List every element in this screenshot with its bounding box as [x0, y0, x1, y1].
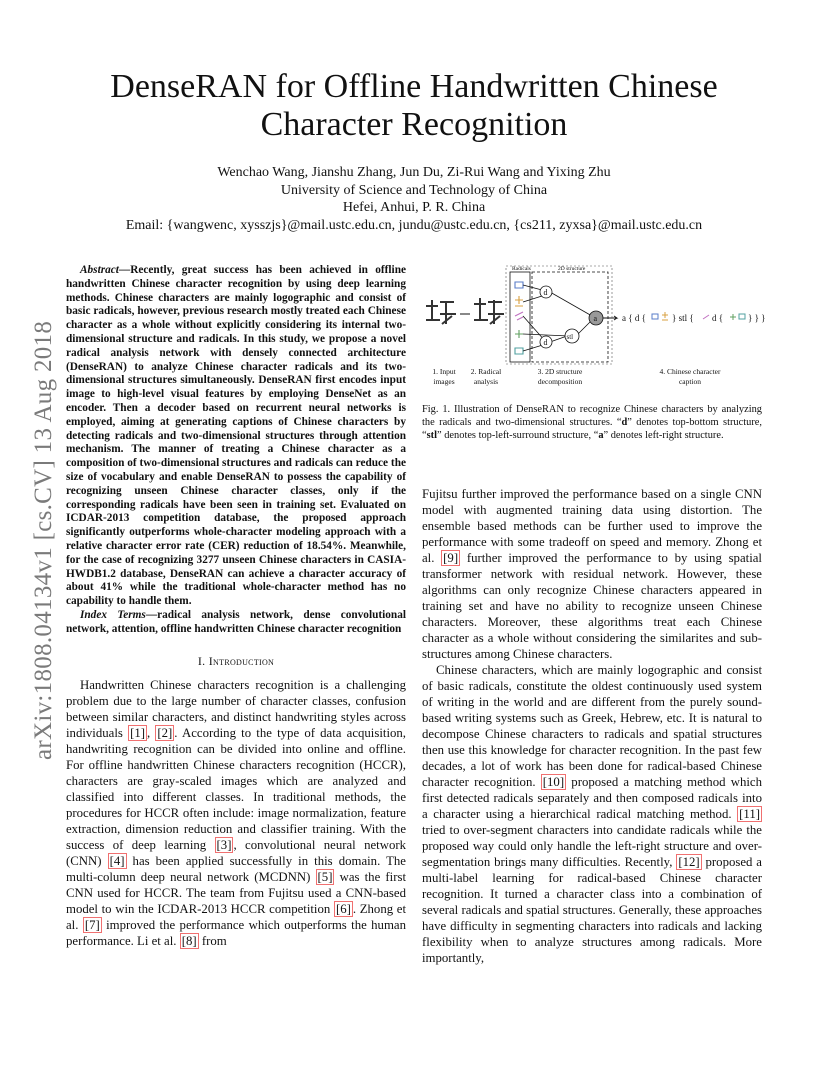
caption-radical-glyph [730, 314, 745, 320]
stage-label: analysis [473, 377, 499, 386]
text-run: ” denotes top-left-surround structure, “ [437, 429, 599, 441]
node-a-label: a [593, 314, 598, 323]
arxiv-identifier[interactable]: arXiv:1808.04134v1 [cs.CV] 13 Aug 2018 [30, 320, 57, 760]
node-stl-label: stl [566, 333, 574, 341]
caption-term: d [621, 416, 628, 428]
stage-label: 3. 2D structure [537, 367, 583, 376]
citation-link[interactable]: [3] [216, 837, 232, 852]
input-image-glyph [474, 298, 504, 324]
input-image-glyph [426, 300, 456, 324]
figure-caption [422, 404, 762, 442]
caption-radical-glyph [652, 312, 668, 320]
caption-term: stl [426, 429, 438, 441]
caption-sequence-part: d { [712, 313, 724, 323]
citation-link[interactable]: [5] [317, 869, 333, 884]
index-terms-lead: Index Terms [80, 608, 146, 621]
caption-sequence-part: a { d { [622, 313, 646, 323]
text-run: further improved the performance to by using spatial transformer network with residual network. However, these algorithms can only recognize Chinese characters appeared in training set and have no ability to recognize unseen Chinese characters. Moreover, these algorithms treat each Chinese character as a whole without considering the similarites and sub-structures among Chinese characters. [422, 551, 762, 661]
stage-label: 1. Input [432, 367, 456, 376]
citation-link[interactable]: [1] [130, 725, 145, 740]
arrow-icon [603, 316, 617, 320]
text-run: from [198, 933, 227, 948]
email-line[interactable]: Email: {wangwenc, xysszjs}@mail.ustc.edu.cn, jundu@ustc.edu.cn, {cs211, zyxsa}@mail.ustc.edu.cn [125, 217, 703, 233]
caption-label: Fig. 1. [422, 404, 451, 415]
text-run: tried to over-segment characters into candidate radicals while the proposed way could only handle the left-right structure and over-segmentation brings many difficulties. Recently, [422, 823, 762, 869]
index-terms-text: —radical analysis network, dense convolutional network, attention, offline handwritten Chinese character recognition [66, 608, 406, 635]
text-run: , convolutional neural network (CNN) [66, 837, 407, 868]
text-run: ” denotes top-bottom structure, “ [422, 416, 762, 441]
node-d-bottom-label: d [543, 338, 548, 347]
radicals-label: Radicals [512, 266, 531, 272]
abstract [66, 264, 406, 609]
text-run: ” denotes left-right structure. [603, 429, 724, 441]
text-run: . Zhong et al. [66, 901, 406, 932]
abstract-text: —Recently, great success has been achieved in offline handwritten Chinese character recognition by using deep learning methods. Chinese characters are mainly logographic and consist of basic radicals, however, previous research mostly treated each Chinese character as a whole without explicitly considering its internal two-dimensional structure and radicals. In this study, we propose a novel radical analysis network with densely connected architecture (DenseRAN) to analyze Chinese character radicals and its two-dimensional structures simultaneously. DenseRAN first encodes input image to high-level visual features by employing DenseNet as an encoder. Then a decoder based on recurrent neural networks is employed, aiming at generating captions of Chinese characters by detecting radicals and two-dimensional structures through attention mechanism. The manner of treating a Chinese character as a composition of two-dimensional structures and radicals can reduce the size of vocabulary and enable DenseRAN to possess the capability of recognizing unseen Chinese character classes, only if the corresponding radicals have been seen in training set. Evaluated on ICDAR-2013 competition database, the proposed approach significantly outperforms whole-character modeling approach with a relative character error rate (CER) reduction of 18.54%. Meanwhile, for the case of recognizing 3277 unseen Chinese characters in CASIA-HWDB1.2 database, DenseRAN can achieve a character accuracy of about 41% while the traditional whole-character method has no capability to handle them. [66, 264, 406, 608]
paper-title: DenseRAN for Offline Handwritten Chinese Character Recognition [110, 68, 718, 143]
stage-label: 4. Chinese character [659, 367, 721, 376]
stage-label: decomposition [537, 377, 583, 386]
text-run: proposed a matching method which first detected radicals separately and then composed radicals into a character using a hierarchical radical matching method. [422, 775, 762, 821]
body-paragraph [422, 486, 762, 662]
text-run: Chinese characters, which are mainly logographic and consist of basic radicals, constitute the oldest continuously used system of writing in the world and are different from the purely sound-based writing systems such as Greek, Hebrew, etc. It is natural to decompose Chinese characters to radicals and spatial structures then use this knowledge for character recognition. In the past few decades, a lot of work has been done for radical-based Chinese character recognition. [422, 663, 762, 789]
author-names: Wenchao Wang, Jianshu Zhang, Jun Du, Zi-Rui Wang and Yixing Zhu [217, 165, 611, 180]
citation-link[interactable]: [11] [739, 807, 760, 821]
radical-glyph [515, 282, 523, 354]
left-column [66, 264, 406, 949]
text-run: . According to the type of data acquisition, handwriting recognition can be divided into online and offline. For offline handwritten Chinese characters recognition (HCCR), characters are gray-scaled images which are analyzed and classified into different classes. In traditional methods, the procedures for HCCR often include: image normalization, feature extraction, dimension reduction and classifier training. With the success of deep learning [66, 725, 406, 852]
figure-1-diagram [422, 262, 772, 392]
structure-label: 2D structure [558, 266, 586, 272]
abstract-lead: Abstract [80, 264, 119, 276]
stage-label: images [433, 377, 455, 386]
citation-link[interactable]: [9] [443, 551, 459, 565]
body-paragraph [422, 662, 762, 966]
citation-link[interactable]: [10] [542, 775, 565, 789]
caption-radical-glyph [703, 315, 709, 319]
citation-link[interactable]: [7] [84, 917, 100, 932]
text-run: Illustration of DenseRAN to recognize Chinese characters by analyzing the radicals and two-dimensional structures. “ [422, 404, 763, 428]
caption-term: a [598, 429, 604, 441]
citation-link[interactable]: [6] [335, 901, 351, 916]
stage-label: caption [678, 377, 702, 386]
caption-sequence-part: } } } [748, 313, 766, 323]
citation-link[interactable]: [8] [181, 933, 197, 948]
location: Hefei, Anhui, P. R. China [342, 200, 486, 215]
citation-link[interactable]: [4] [109, 853, 125, 868]
text-run: Fujitsu further improved the performance based on a single CNN model with augmented training data using distortion. The ensemble based methods can be further used to improve the performance with some tradeoff on speed and memory. Zhong et al. [422, 487, 762, 565]
text-run: has been applied successfully in this domain. The multi-column deep neural network (MCDNN) [66, 853, 406, 884]
affiliation: University of Science and Technology of China [280, 182, 548, 198]
section-heading-introduction: I. Introduction [197, 653, 275, 668]
arxiv-sidebar [26, 280, 56, 760]
caption-sequence-part: } stl { [672, 313, 694, 323]
intro-paragraph: Handwritten Chinese characters recognition is a challenging problem due to the large number of character classes, confusion between similar characters, and distinct handwriting styles across individuals [1] , [2] . According to the type of data acquisition, handwriting recognition can be divided into online and offline. For offline handwritten Chinese characters recognition (HCCR), characters are gray-scaled images which are analyzed and classified into different classes. In traditional methods, the procedures for HCCR often include: image normalization, feature extraction, dimension reduction and classifier training. With the success of deep learning [3] , convolutional neural network (CNN) [4] has been applied successfully in this domain. The multi-column deep neural network (MCDNN) [5] was the first CNN used for HCCR. The team from Fujitsu used a CNN-based model to win the ICDAR-2013 HCCR competition [6] . Zhong et al. [7] improved the performance which outperforms the human performance. Li et al. [8] from [66, 677, 407, 948]
right-column [422, 486, 762, 966]
citation-link[interactable]: [12] [678, 855, 700, 869]
tree-edges [523, 285, 592, 351]
text-run: was the first CNN used for HCCR. The team from Fujitsu used a CNN-based model to win the ICDAR-2013 HCCR competition [66, 869, 407, 916]
text-run: improved the performance which outperforms the human performance. Li et al. [66, 917, 406, 948]
index-terms [66, 609, 406, 637]
author-block [90, 164, 738, 234]
stage-label: 2. Radical [470, 367, 502, 376]
node-d-top-label: d [543, 288, 548, 297]
text-run: proposed a multi-label learning for radical-based Chinese character recognition. It turned a character class into a combination of several radicals and spatial structures. Generally, these approaches have difficulty in segmenting characters into radicals and lacking flexibility when to analyze structures among radicals. More importantly, [422, 855, 762, 965]
text-run: Handwritten Chinese characters recognition is a challenging problem due to the large number of character classes, confusion between similar characters, and distinct handwriting styles across individuals [66, 677, 406, 740]
citation-link[interactable]: [2] [157, 725, 173, 740]
